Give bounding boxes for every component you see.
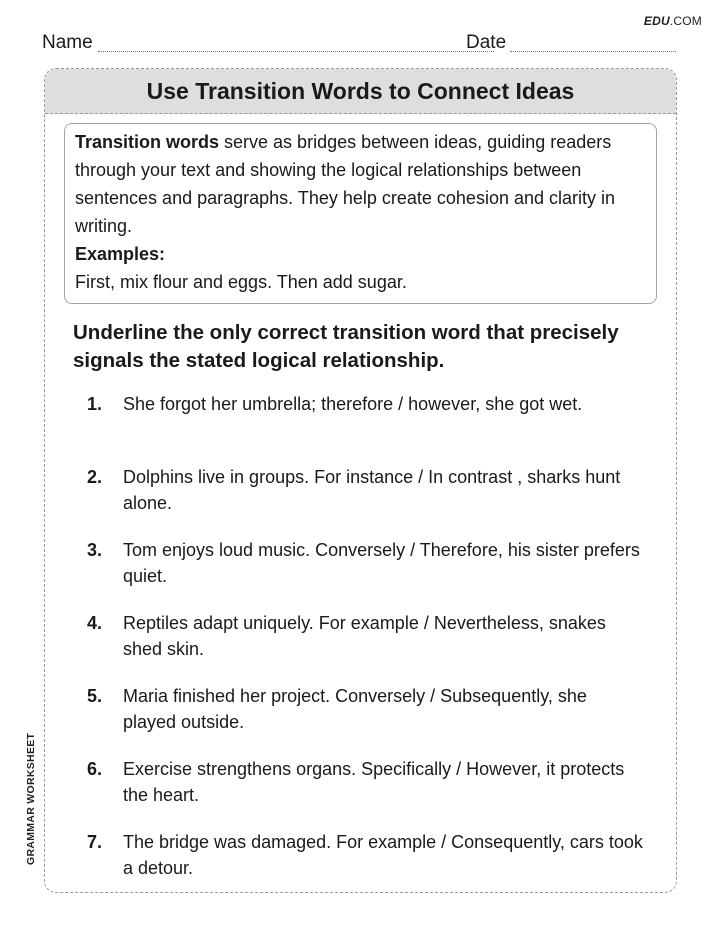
instructions: Underline the only correct transition word that precisely signals the stated logical relationship. (73, 321, 619, 372)
item-text[interactable]: Maria finished her project. Conversely / Subsequently, she played outside. (123, 686, 587, 732)
date-label: Date (466, 32, 507, 53)
exercise-item (87, 610, 657, 683)
exercise-item (87, 683, 657, 756)
examples-label-text: Examples: (75, 244, 166, 264)
name-label: Name (42, 32, 93, 53)
name-date-row (42, 32, 676, 56)
example-text: First, mix flour and eggs. Then add sugar. (75, 272, 407, 292)
exercise-item (87, 756, 657, 829)
exercise-list (87, 391, 657, 893)
item-text[interactable]: The bridge was damaged. For example / Consequently, cars took a detour. (123, 832, 643, 878)
item-text[interactable]: Tom enjoys loud music. Conversely / Therefore, his sister prefers quiet. (123, 540, 640, 586)
exercise-item (87, 537, 657, 610)
item-text[interactable]: Exercise strengthens organs. Specifically / However, it protects the heart. (123, 759, 625, 805)
exercise-item (87, 464, 657, 537)
exercise-item (87, 391, 657, 464)
examples-label (75, 240, 646, 268)
name-line[interactable] (98, 51, 494, 52)
item-number: 3. (87, 540, 103, 560)
worksheet-card (44, 68, 677, 893)
intro-term: Transition words (75, 132, 220, 152)
item-number: 4. (87, 613, 103, 633)
intro-definition: serve as bridges between ideas, guiding readers through your text and showing the logical relationships between sentences and paragraphs. They help create cohesion and clarity in writing. (75, 132, 616, 236)
exercise-item (87, 829, 657, 893)
item-number: 1. (87, 394, 103, 414)
date-line[interactable] (510, 51, 676, 52)
intro-paragraph (75, 128, 646, 240)
brand-logo-suffix: .COM (669, 14, 702, 28)
item-text[interactable]: Reptiles adapt uniquely. For example / Nevertheless, snakes shed skin. (123, 613, 606, 659)
page-title: Use Transition Words to Connect Ideas (146, 78, 575, 104)
brand-logo (644, 14, 702, 28)
item-number: 5. (87, 686, 103, 706)
item-text[interactable]: She forgot her umbrella; therefore / however, she got wet. (123, 394, 583, 414)
item-text[interactable]: Dolphins live in groups. For instance / In contrast , sharks hunt alone. (123, 467, 621, 513)
card-header (45, 69, 676, 114)
item-number: 7. (87, 832, 103, 852)
brand-logo-bold: EDU (643, 14, 670, 28)
item-number: 6. (87, 759, 103, 779)
item-number: 2. (87, 467, 103, 487)
intro-box (64, 123, 657, 304)
side-label: GRAMMAR WORKSHEET (25, 732, 37, 865)
